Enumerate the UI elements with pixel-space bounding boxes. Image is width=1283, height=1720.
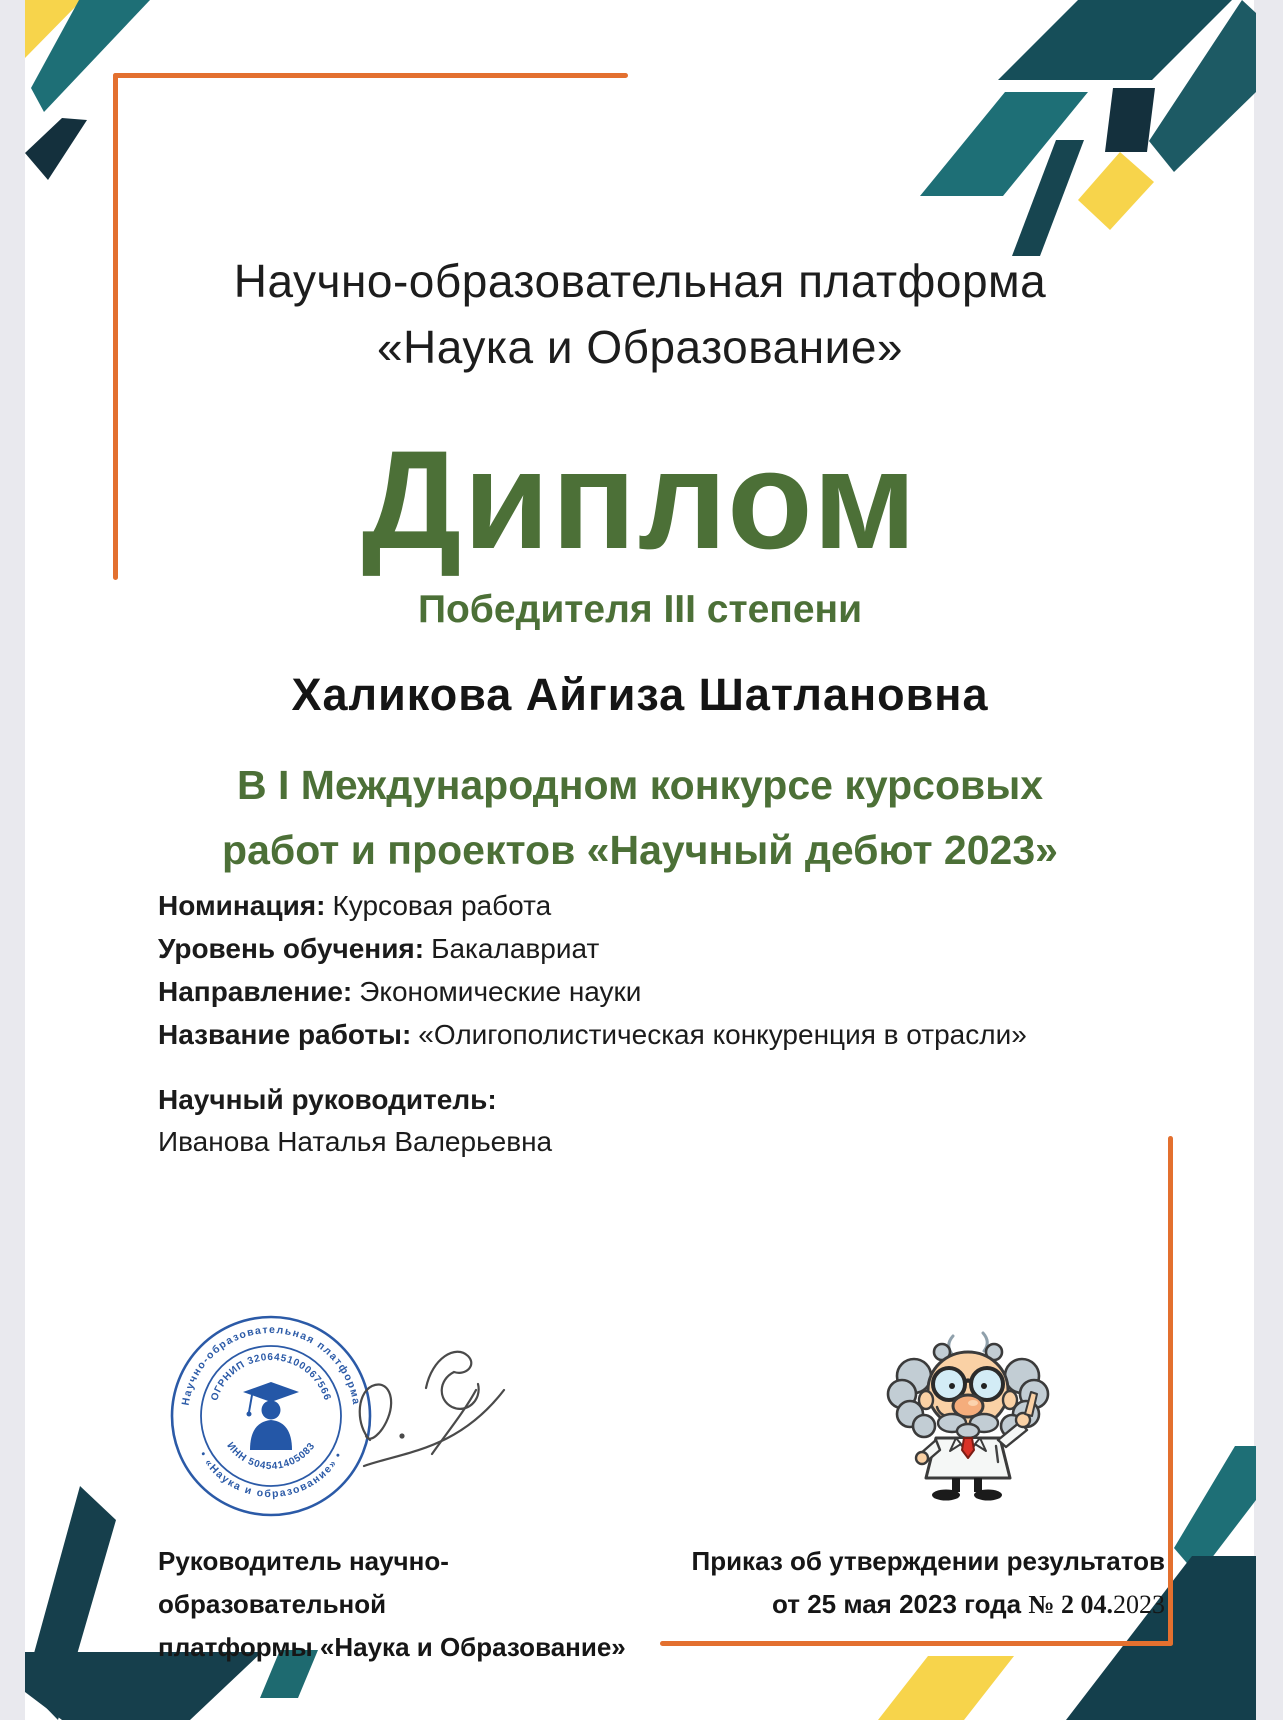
orange-frame-top — [113, 73, 628, 78]
corner-decoration-topleft-navy — [25, 118, 87, 180]
contest-line1: В I Международном конкурсе курсовых — [236, 762, 1044, 808]
footer-order-caption — [650, 1540, 1165, 1626]
seal-text-outer-top: Научно-образовательная платформа — [179, 1323, 363, 1407]
footer-signer-caption — [158, 1540, 638, 1669]
contest-line2: работ и проектов «Научный дебют 2023» — [222, 827, 1058, 873]
corner-decoration-topright-yellow — [1078, 152, 1154, 230]
detail-value: Бакалавриат — [431, 933, 600, 964]
professor-cartoon-icon — [880, 1326, 1056, 1502]
seal-text-outer-bottom: • «Наука и образование» • — [196, 1449, 346, 1501]
order-number: № 2 04. — [1028, 1590, 1113, 1619]
detail-row — [158, 884, 1118, 927]
orange-frame-bottom — [660, 1641, 1173, 1646]
supervisor-name: Иванова Наталья Валерьевна — [158, 1126, 553, 1157]
details-block — [158, 884, 1118, 1056]
detail-row — [158, 927, 1118, 970]
diploma-title: Диплом — [361, 421, 919, 578]
signature-image — [340, 1332, 510, 1487]
corner-decoration-topright-navy — [1105, 88, 1155, 152]
diploma-subtitle: Победителя III степени — [417, 588, 863, 631]
seal-text-inner-top: ОГРНИП 320645100067566 — [209, 1351, 333, 1403]
professor-cartoon-image — [880, 1326, 1056, 1502]
detail-value: Курсовая работа — [332, 890, 552, 921]
corner-decoration-topright-dark — [998, 0, 1232, 80]
seal-text-inner-bottom: ИНН 504541405083 — [224, 1440, 318, 1473]
platform-title-line2: «Наука и Образование» — [376, 321, 904, 373]
detail-row — [158, 1013, 1118, 1056]
graduate-icon — [243, 1382, 299, 1450]
detail-label: Уровень обучения: — [158, 933, 425, 964]
left-page-edge — [0, 0, 25, 1720]
detail-row — [158, 970, 1118, 1013]
footer-right-line2 — [650, 1583, 1165, 1626]
orange-frame-right — [1168, 1136, 1173, 1646]
contest-title — [25, 753, 1255, 883]
footer-left-line2: платформы «Наука и Образование» — [158, 1632, 626, 1662]
order-year: 2023 — [1113, 1590, 1165, 1619]
corner-decoration-bottomright-yellow — [878, 1656, 1014, 1720]
platform-title-line1: Научно-образовательная платформа — [233, 255, 1047, 307]
recipient-name: Халикова Айгиза Шатлановна — [291, 669, 989, 720]
platform-title — [25, 248, 1255, 380]
detail-value: Экономические науки — [359, 976, 642, 1007]
footer-left-line1: Руководитель научно-образовательной — [158, 1546, 449, 1619]
detail-label: Название работы: — [158, 1019, 412, 1050]
footer-right-line1: Приказ об утверждении результатов — [691, 1546, 1165, 1576]
supervisor-label: Научный руководитель: — [158, 1084, 497, 1115]
order-date-text: от 25 мая 2023 года — [772, 1589, 1029, 1619]
right-page-edge — [1254, 0, 1283, 1720]
signature-icon — [340, 1332, 510, 1487]
detail-label: Номинация: — [158, 890, 326, 921]
detail-label: Направление: — [158, 976, 353, 1007]
detail-value: «Олигополистическая конкуренция в отрасли» — [418, 1019, 1027, 1050]
supervisor-block — [158, 1079, 1058, 1163]
